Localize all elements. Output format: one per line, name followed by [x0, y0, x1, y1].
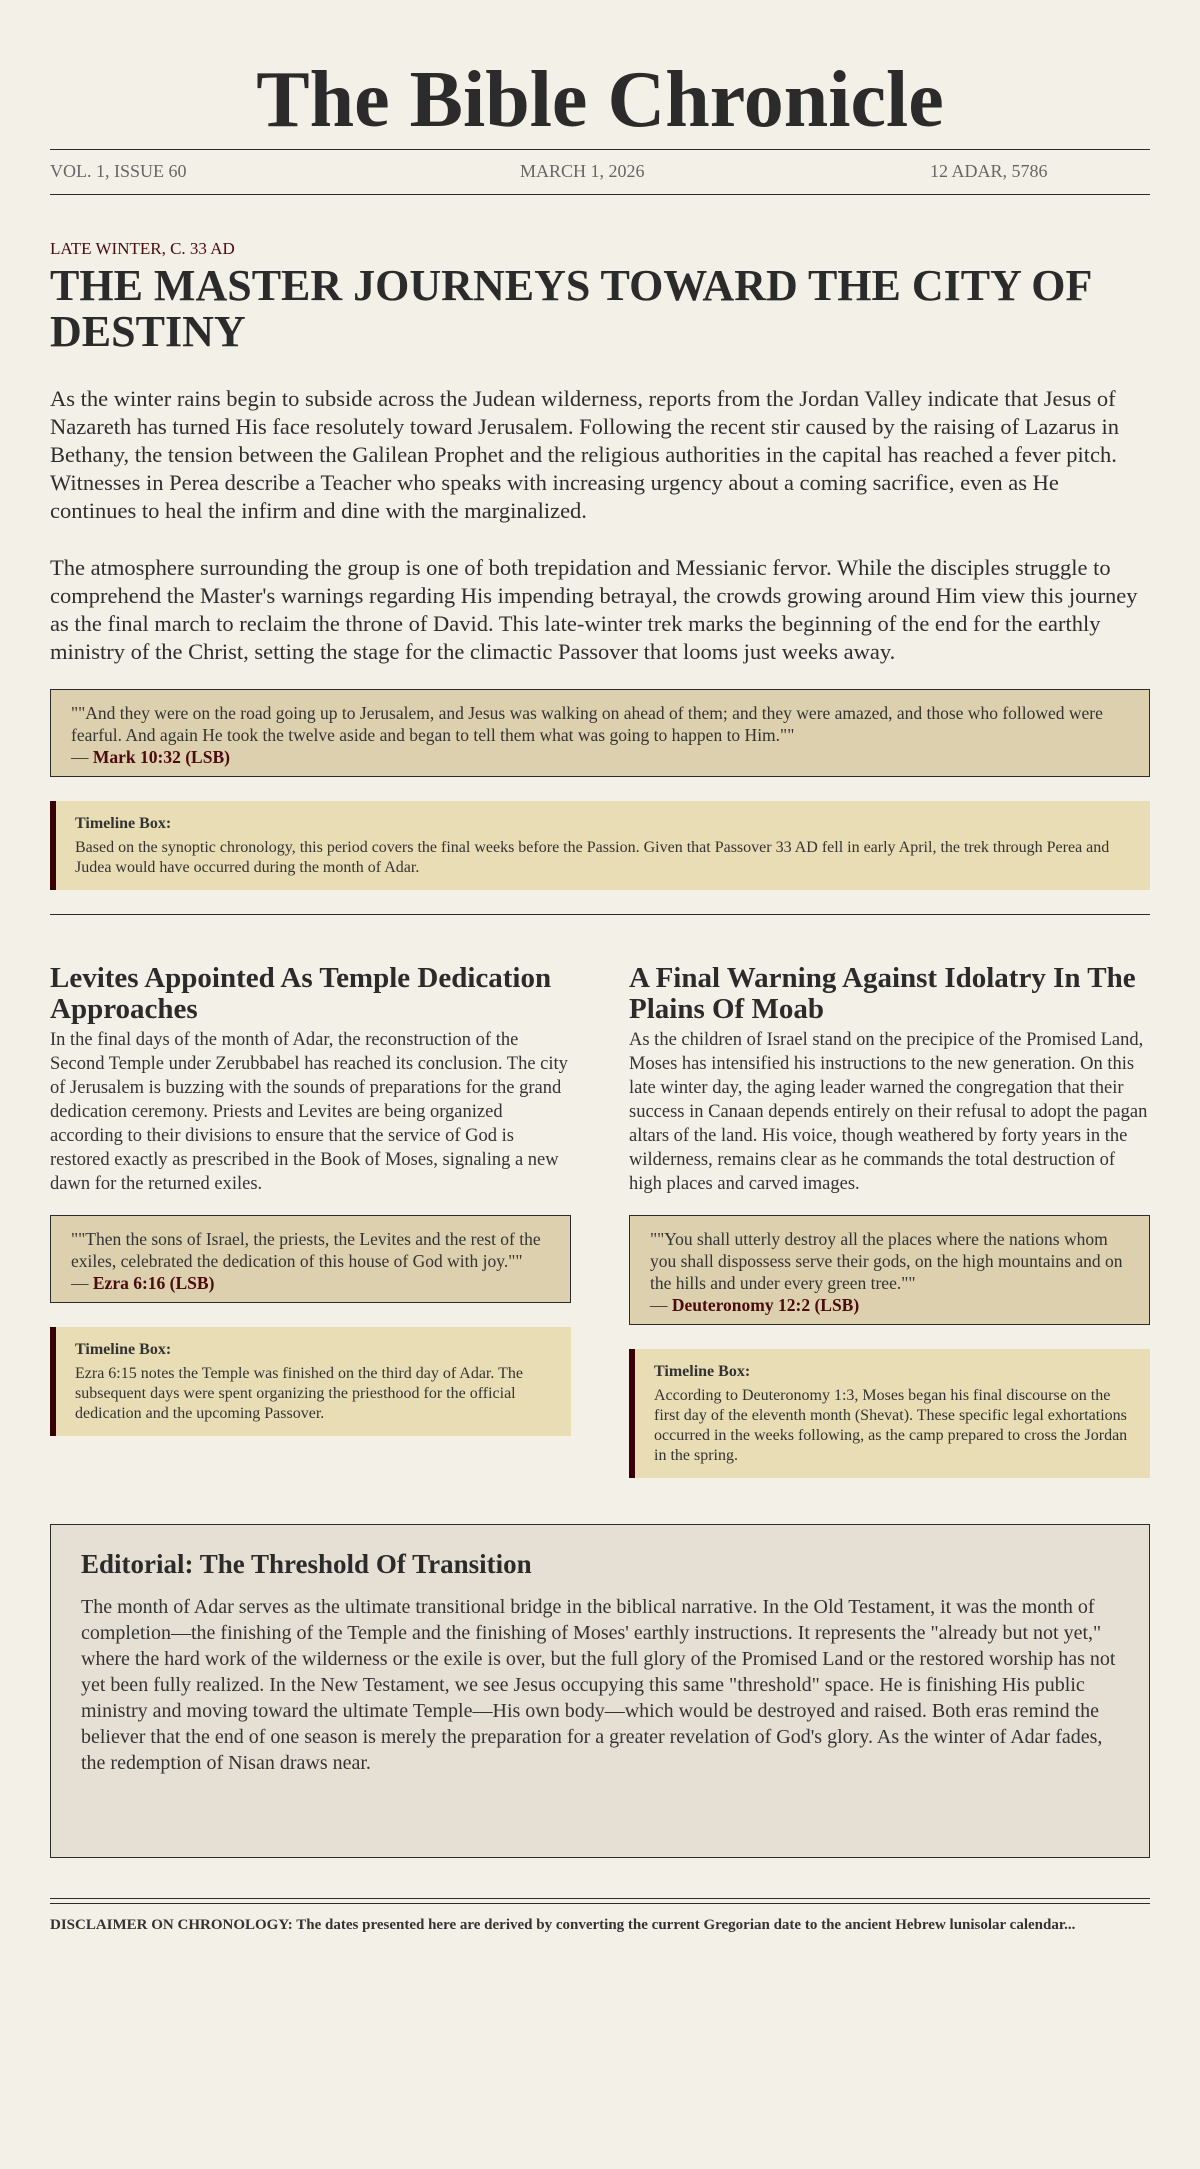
- editorial-box: [50, 1524, 1150, 1858]
- editorial-body: The month of Adar serves as the ultimate transitional bridge in the biblical narrative. In the Old Testament, it was the month of completion—the finishing of the Temple and the finishing of Moses' earthly instructions. It represents the "already but not yet," where the hard work of the wilderness or the exile is over, but the full glory of the Promised Land or the restored worship has not yet been fully realized. In the New Testament, we see Jesus occupying this same "threshold" space. He is finishing His public ministry and moving toward the ultimate Temple—His own body—which would be destroyed and raised. Both eras remind the believer that the end of one season is merely the preparation for a greater revelation of God's glory. As the winter of Adar fades, the redemption of Nisan draws near.: [81, 1596, 1116, 1774]
- story-title: Levites Appointed As Temple Dedication Approaches: [50, 962, 552, 1025]
- lead-story: [50, 239, 1150, 890]
- quote-citation-line: [650, 1294, 1129, 1316]
- lead-body: [50, 385, 1150, 666]
- quote-citation-line: [71, 1272, 550, 1294]
- lead-paragraph: As the winter rains begin to subside across the Judean wilderness, reports from the Jordan Valley indicate that Jesus of Nazareth has turned His face resolutely toward Jerusalem. Following the recent stir caused by the raising of Lazarus in Bethany, the tension between the Galilean Prophet and the religious authorities in the capital has reached a fever pitch. Witnesses in Perea describe a Teacher who speaks with increasing urgency about a coming sacrifice, even as He continues to heal the infirm and dine with the marginalized.: [50, 386, 1120, 523]
- masthead: [50, 55, 1150, 195]
- scripture-quote: [50, 1215, 571, 1303]
- timeline-text: Ezra 6:15 notes the Temple was finished on the third day of Adar. The subsequent days were spent organizing the priesthood for the official dedication and the upcoming Passover.: [75, 1365, 523, 1422]
- scripture-quote: [50, 689, 1150, 777]
- lead-kicker: LATE WINTER, C. 33 AD: [50, 239, 235, 258]
- secondary-stories: [50, 963, 1150, 1478]
- citation-dash: —: [650, 1295, 668, 1315]
- lead-paragraph: The atmosphere surrounding the group is one of both trepidation and Messianic fervor. While the disciples struggle to comprehend the Master's warnings regarding His impending betrayal, the crowds growing around Him view this journey as the final march to reclaim the throne of David. This late-winter trek marks the beginning of the end for the earthly ministry of the Christ, setting the stage for the climactic Passover that looms just weeks away.: [50, 555, 1138, 664]
- lead-headline: THE MASTER JOURNEYS TOWARD THE CITY OF DESTINY: [50, 261, 1091, 356]
- citation-dash: —: [71, 747, 89, 767]
- timeline-box: [50, 1327, 571, 1436]
- quote-citation-line: [71, 746, 1129, 768]
- quote-text: ""And they were on the road going up to Jerusalem, and Jesus was walking on ahead of them; and they were amazed, and those who followed were fearful. And again He took the twelve aside and began to tell them what was going to happen to Him."": [71, 703, 1103, 745]
- issue-date: MARCH 1, 2026: [520, 161, 645, 181]
- story-levites: [50, 963, 571, 1478]
- quote-text: ""You shall utterly destroy all the places where the nations whom you shall dispossess serve their gods, on the high mountains and on the hills and under every green tree."": [650, 1229, 1123, 1293]
- story-body: In the final days of the month of Adar, the reconstruction of the Second Temple under Zerubbabel has reached its conclusion. The city of Jerusalem is buzzing with the sounds of preparations for the grand dedication ceremony. Priests and Levites are being organized according to their divisions to ensure that the service of God is restored exactly as prescribed in the Book of Moses, signaling a new dawn for the returned exiles.: [50, 1030, 568, 1194]
- issue-meta-bar: [50, 149, 1150, 195]
- footer-double-rule: [50, 1898, 1150, 1904]
- timeline-title: Timeline Box:: [654, 1363, 751, 1380]
- quote-citation: Deuteronomy 12:2 (LSB): [671, 1295, 860, 1315]
- quote-citation: Mark 10:32 (LSB): [92, 747, 230, 767]
- citation-dash: —: [71, 1273, 89, 1293]
- editorial-title: Editorial: The Threshold Of Transition: [81, 1549, 532, 1579]
- timeline-title: Timeline Box:: [75, 815, 172, 832]
- section-divider: [50, 914, 1150, 915]
- newspaper-page: [50, 0, 1150, 1935]
- timeline-box: [629, 1349, 1150, 1478]
- chronology-disclaimer: DISCLAIMER ON CHRONOLOGY: The dates presented here are derived by converting the current Gregorian date to the ancient Hebrew lunisolar calendar...: [50, 1917, 1076, 1933]
- quote-text: ""Then the sons of Israel, the priests, the Levites and the rest of the exiles, celebrated the dedication of this house of God with joy."": [71, 1229, 541, 1271]
- scripture-quote: [629, 1215, 1150, 1325]
- issue-volume: VOL. 1, ISSUE 60: [50, 161, 187, 181]
- timeline-box: [50, 801, 1150, 890]
- masthead-title: The Bible Chronicle: [256, 56, 944, 144]
- story-idolatry-warning: [629, 963, 1150, 1478]
- hebrew-date: 12 ADAR, 5786: [930, 161, 1048, 181]
- story-body: As the children of Israel stand on the precipice of the Promised Land, Moses has intensified his instructions to the new generation. On this late winter day, the aging leader warned the congregation that their success in Canaan depends entirely on their refusal to adopt the pagan altars of the land. His voice, though weathered by forty years in the wilderness, remains clear as he commands the total destruction of high places and carved images.: [629, 1030, 1148, 1194]
- timeline-title: Timeline Box:: [75, 1341, 172, 1358]
- timeline-text: According to Deuteronomy 1:3, Moses began his final discourse on the first day of the eleventh month (Shevat). These specific legal exhortations occurred in the weeks following, as the camp prepared to cross the Jordan in the spring.: [654, 1387, 1128, 1464]
- page-footer: [50, 1898, 1150, 1935]
- quote-citation: Ezra 6:16 (LSB): [92, 1273, 215, 1293]
- timeline-text: Based on the synoptic chronology, this period covers the final weeks before the Passion. Given that Passover 33 AD fell in early April, the trek through Perea and Judea would have occurred during the month of Adar.: [75, 839, 1110, 876]
- story-title: A Final Warning Against Idolatry In The Plains Of Moab: [629, 962, 1136, 1025]
